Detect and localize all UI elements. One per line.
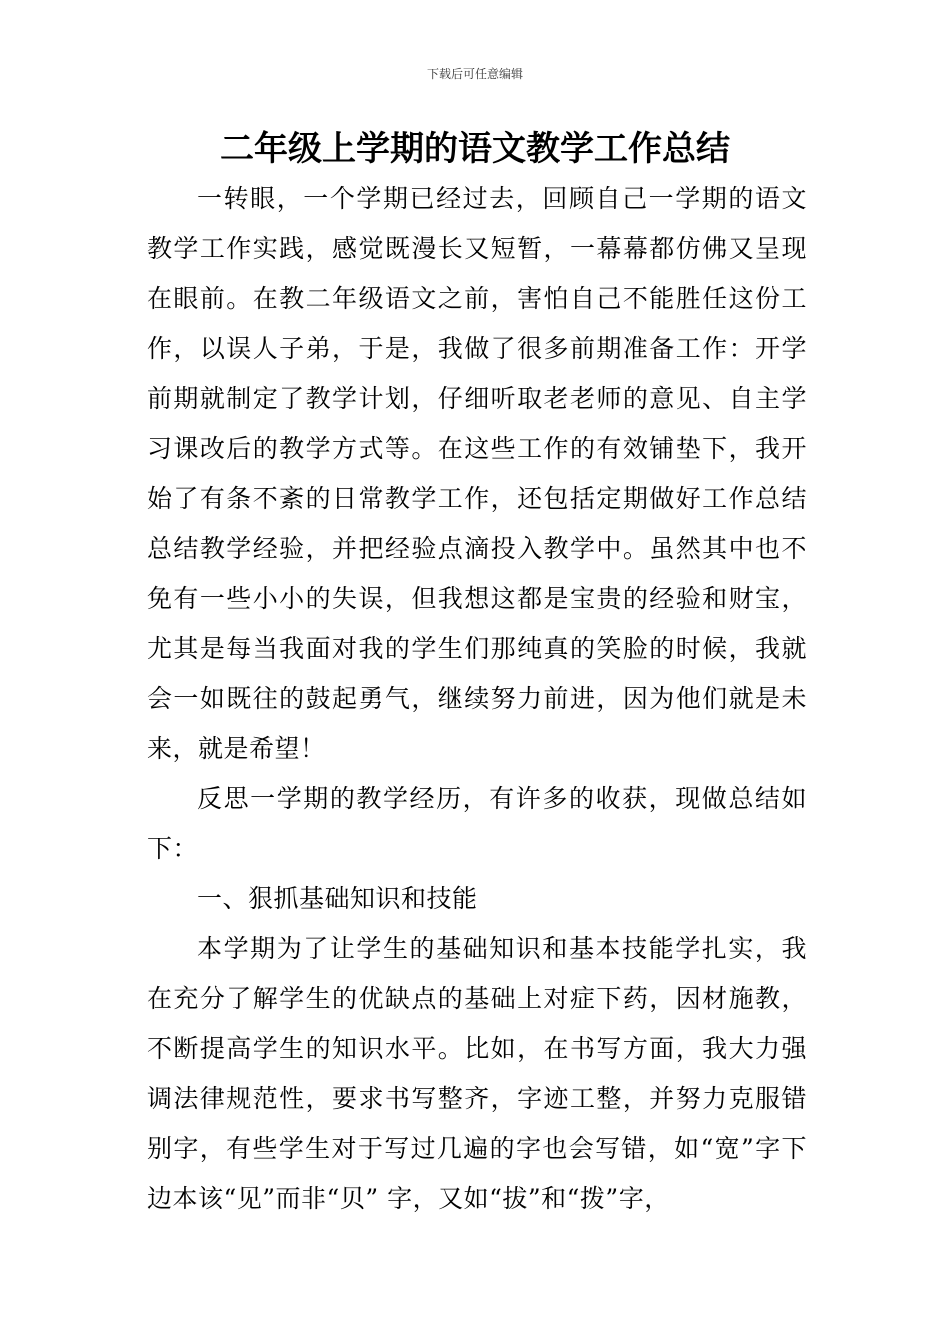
document-title: 二年级上学期的语文教学工作总结 <box>220 129 730 169</box>
paragraph-reflection: 反思一学期的教学经历，有许多的收获，现做总结如下： <box>147 784 807 863</box>
document-body <box>147 174 807 1224</box>
paragraph-intro: 一转眼，一个学期已经过去，回顾自己一学期的语文教学工作实践，感觉既漫长又短暂，一幕幕都仿佛又呈现在眼前。在教二年级语文之前，害怕自己不能胜任这份工作，以误人子弟，于是，我做了很多前期准备工作：开学前期就制定了教学计划，仔细听取老老师的意见、自主学习课改后的教学方式等。在这些工作的有效铺垫下，我开始了有条不紊的日常教学工作，还包括定期做好工作总结总结教学经验，并把经验点滴投入教学中。虽然其中也不免有一些小小的失误，但我想这都是宝贵的经验和财宝，尤其是每当我面对我的学生们那纯真的笑脸的时候，我就会一如既往的鼓起勇气，继续努力前进，因为他们就是未来，就是希望！ <box>147 184 807 763</box>
paragraph-basics: 本学期为了让学生的基础知识和基本技能学扎实，我在充分了解学生的优缺点的基础上对症下药，因材施教，不断提高学生的知识水平。比如，在书写方面，我大力强调法律规范性，要求书写整齐，字迹工整，并努力克服错别字，有些学生对于写过几遍的字也会写错，如“宽”字下边本该“见”而非“贝” 字，又如“拔”和“拨”字， <box>147 934 807 1213</box>
header-note: 下载后可任意编辑 <box>426 67 523 81</box>
section-heading-1: 一、狠抓基础知识和技能 <box>197 884 478 913</box>
